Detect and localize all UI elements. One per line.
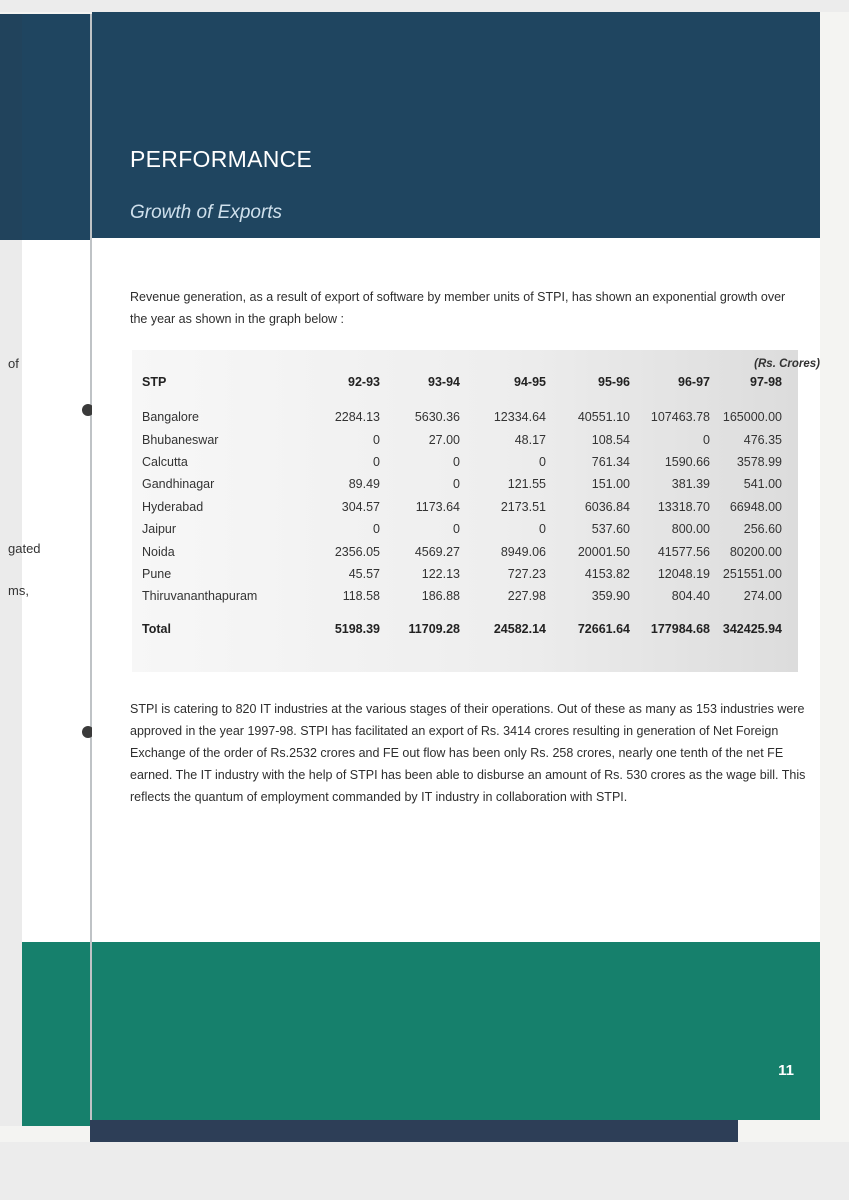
table-cell: Gandhinagar (142, 477, 215, 492)
table-cell: Bangalore (142, 410, 199, 425)
table-cell: 0 (539, 522, 546, 537)
table-cell: 304.57 (341, 499, 380, 514)
left-page-gutter-shadow (0, 14, 22, 1126)
table-cell: 2173.51 (500, 499, 546, 514)
table-row (140, 406, 788, 428)
left-page-text-fragment: ms, (8, 583, 29, 598)
left-facing-page (0, 14, 92, 1126)
table-cell: 251551.00 (722, 566, 782, 581)
table-cell: 804.40 (671, 589, 710, 604)
table-cell: 27.00 (428, 432, 460, 447)
table-cell: 108.54 (591, 432, 630, 447)
table-cell: 537.60 (591, 522, 630, 537)
column-header: 97-98 (750, 375, 782, 389)
table-cell: 256.60 (743, 522, 782, 537)
table-cell: 0 (539, 454, 546, 469)
table-cell: 1590.66 (664, 454, 710, 469)
table-cell: Bhubaneswar (142, 432, 219, 447)
table-cell: 12048.19 (657, 566, 710, 581)
table-cell: 6036.84 (584, 499, 630, 514)
table-cell: 165000.00 (722, 410, 782, 425)
table-row (140, 540, 788, 562)
column-header: 93-94 (428, 375, 460, 389)
table-cell: 12334.64 (493, 410, 546, 425)
column-header: STP (142, 375, 167, 389)
table-cell: 0 (373, 522, 380, 537)
table-row (140, 473, 788, 495)
table-cell: 107463.78 (650, 410, 710, 425)
table-cell: 118.58 (342, 589, 380, 604)
table-header-row (140, 372, 788, 392)
page-number: 11 (778, 1062, 794, 1079)
table-cell: 727.23 (507, 566, 546, 581)
table-cell: Hyderabad (142, 499, 204, 514)
table-cell: 151.00 (591, 477, 630, 492)
column-header: 96-97 (678, 375, 710, 389)
table-cell: 48.17 (514, 432, 546, 447)
table-cell: 4569.27 (414, 544, 460, 559)
body-paragraph: STPI is catering to 820 IT industries at the various stages of their operations. Out of these as many as 153 industries were approved in the year 1997-98. STPI has facilitated an export of Rs. 3414 crores resulting in generation of Net Foreign Exchange of the order of Rs.2532 crores and FE out flow has been only Rs. 258 crores, nearly one tenth of the net FE earned. The IT industry with the help of STPI has been able to disburse an amount of Rs. 530 crores as the wage bill. This reflects the quantum of employment commanded by IT industry in collaboration with STPI. (130, 702, 806, 804)
table-cell: 0 (703, 432, 710, 447)
intro-paragraph: Revenue generation, as a result of export of software by member units of STPI, has shown an exponential growth over the year as shown in the graph below : (130, 290, 786, 326)
total-label: Total (142, 621, 171, 636)
table-cell: Thiruvananthapuram (142, 589, 258, 604)
total-cell: 11709.28 (408, 621, 460, 636)
table-cell: 186.88 (421, 589, 460, 604)
table-cell: 89.49 (348, 477, 380, 492)
table-cell: 45.57 (348, 566, 380, 581)
table-cell: 0 (453, 522, 460, 537)
table-cell: 121.55 (507, 477, 546, 492)
table-cell: Noida (142, 544, 175, 559)
table-cell: 20001.50 (577, 544, 630, 559)
total-cell: 342425.94 (722, 621, 782, 636)
table-spacer (140, 608, 788, 618)
total-cell: 24582.14 (493, 621, 546, 636)
table-cell: 66948.00 (729, 499, 782, 514)
footer-band (92, 942, 820, 1120)
left-page-footer-band (22, 942, 90, 1126)
table-cell: 80200.00 (729, 544, 782, 559)
table-cell: 476.35 (743, 432, 782, 447)
left-page-text-fragment: gated (8, 541, 41, 556)
table-cell: 359.90 (591, 589, 630, 604)
page-bottom-shadow (90, 1120, 738, 1142)
table-cell: 5630.36 (414, 410, 460, 425)
table-cell: 1173.64 (415, 499, 460, 514)
exports-table (140, 372, 788, 640)
table-spacer (140, 392, 788, 406)
table-row (140, 585, 788, 607)
scan-top-edge (0, 0, 849, 12)
section-title: PERFORMANCE (130, 146, 313, 172)
unit-note: (Rs. Crores) (754, 358, 820, 370)
table-cell: 4153.82 (584, 566, 630, 581)
table-cell: 761.34 (591, 454, 630, 469)
table-cell: 0 (373, 454, 380, 469)
table-row (140, 518, 788, 540)
table-cell: 122.13 (421, 566, 460, 581)
table-cell: 8949.06 (500, 544, 546, 559)
table-cell: 381.39 (671, 477, 710, 492)
table-row (140, 428, 788, 450)
total-cell: 5198.39 (334, 621, 380, 636)
table-cell: 0 (453, 477, 460, 492)
table-cell: 0 (373, 432, 380, 447)
column-header: 92-93 (348, 375, 380, 389)
table-cell: 41577.56 (657, 544, 710, 559)
table-cell: 3578.99 (736, 454, 782, 469)
scan-bottom-edge (0, 1142, 849, 1200)
table-cell: 0 (453, 454, 460, 469)
table-row (140, 563, 788, 585)
column-header: 95-96 (598, 375, 630, 389)
total-cell: 72661.64 (577, 621, 630, 636)
table-cell: 800.00 (671, 522, 710, 537)
table-cell: Pune (142, 566, 172, 581)
table-total-row (140, 618, 788, 640)
document-page (92, 12, 820, 1120)
table-cell: 541.00 (743, 477, 782, 492)
column-header: 94-95 (514, 375, 546, 389)
table-cell: 13318.70 (657, 499, 710, 514)
table-cell: 274.00 (743, 589, 782, 604)
table-cell: Calcutta (142, 454, 188, 469)
table-cell: 2356.05 (334, 544, 380, 559)
left-page-text-fragment: of (8, 356, 19, 371)
table-cell: 227.98 (507, 589, 546, 604)
section-subtitle: Growth of Exports (130, 202, 283, 223)
table-cell: 2284.13 (334, 410, 380, 425)
table-cell: Jaipur (142, 522, 177, 537)
table-row (140, 451, 788, 473)
total-cell: 177984.68 (650, 621, 710, 636)
table-row (140, 496, 788, 518)
table-cell: 40551.10 (577, 410, 630, 425)
